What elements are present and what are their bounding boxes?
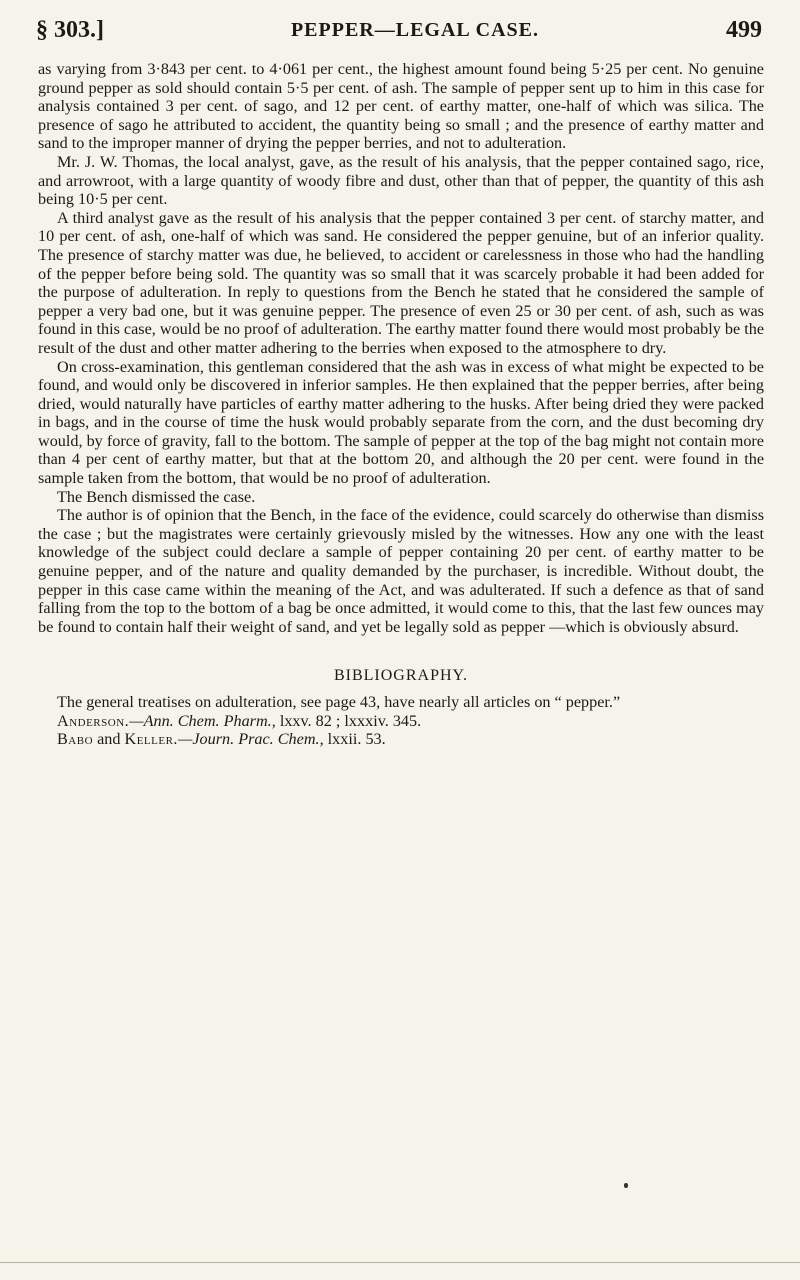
entry-author: Babo [57,730,94,749]
entry-detail: lxxii. 53. [323,730,386,749]
bibliography-intro: The general treatises on adulteration, see page 43, have nearly all articles on “ pepper.” [57,693,621,711]
page-edge-line [0,1262,800,1263]
ink-speck [624,1183,628,1188]
paragraph: The Bench dismissed the case. [57,487,256,506]
running-title: PEPPER—LEGAL CASE. [290,18,540,41]
entry-detail: lxxv. 82 ; lxxxiv. 345. [275,711,422,730]
entry-author: Anderson. [57,711,130,730]
body-text [38,60,764,749]
paragraph: The author is of opinion that the Bench, in the face of the evidence, could scarcely do otherwise than dismiss the case ; but the magistrates were certainly grievously misled by the witnesses. How any one with the least knowledge of the subject could declare a sample of pepper containing 20 per cent. of earthy matter to be genuine pepper, and of the nature and quality demanded by the purchaser, is incredible. Without doubt, the pepper in this case came within the meaning of the Act, and was adulterated. If such a defence as that of sand falling from the top to the bottom of a bag be once admitted, it would come to this, that the last few ounces may be found to contain half their weight of sand, and yet be legally sold as pepper —which is obviously absurd. [38,506,764,636]
bibliography-entry [38,730,764,749]
running-header [36,12,762,48]
paragraph: On cross-examination, this gentleman considered that the ash was in excess of what might be expected to be found, and would only be discovered in inferior samples. He then explained that the pepper berries, after being dried, would naturally have particles of earthy matter adhering to the husks. After being dried they were packed in bags, and in the course of time the husk would probably separate from the corn, and the dust becoming dry would, by force of gravity, fall to the bottom. The sample of pepper at the top of the bag might not contain more than 4 per cent of earthy matter, but that at the bottom 20, and although the 20 per cent. were found in the sample taken from the bottom, that would be no proof of adulteration. [38,357,764,488]
paragraph: as varying from 3·843 per cent. to 4·061 per cent., the highest amount found being 5·25 per cent. No genuine ground pepper as sold should contain 5·5 per cent. of ash. The sample of pepper sent up to him in this case for analysis contained 3 per cent. of sago, and 12 per cent. of earthy matter, one-half of which was silica. The presence of sago he attributed to accident, the quantity being so small ; and the presence of earthy matter and sand to the improper manner of drying the pepper berries, and not to adulteration. [38,60,764,153]
paragraph: A third analyst gave as the result of his analysis that the pepper contained 3 per cent. of starchy matter, and 10 per cent. of ash, one-half of which was sand. He considered the pepper genuine, but of an inferior quality. The presence of starchy matter was due, he believed, to accident or carelessness in those who had the handling of the pepper before being sold. The quantity was so small that it was scarcely probable it had been added for the purpose of adulteration. In reply to questions from the Bench he stated that he considered the sample of pepper a very bad one, but it was genuine pepper. The presence of even 25 or 30 per cent. of ash, such as was found in this case, would be no proof of adulteration. The earthy matter found there would most probably be the result of the dust and other matter adhering to the berries when exposed to the atmosphere to dry. [38,208,764,357]
entry-source: —Journ. Prac. Chem., [177,730,324,749]
bibliography-heading: BIBLIOGRAPHY. [333,667,469,685]
entry-author: Keller. [124,730,178,749]
bibliography [38,693,764,749]
page-number: 499 [725,16,762,43]
bibliography-entry [38,712,764,731]
section-number: § 303.] [36,16,104,43]
entry-connector: and [93,730,125,749]
paragraph: Mr. J. W. Thomas, the local analyst, gave, as the result of his analysis, that the pepper contained sago, rice, and arrowroot, with a large quantity of woody fibre and dust, other than that of pepper, the quantity of this ash being 10·5 per cent. [38,152,764,209]
entry-source: —Ann. Chem. Pharm., [129,711,276,730]
